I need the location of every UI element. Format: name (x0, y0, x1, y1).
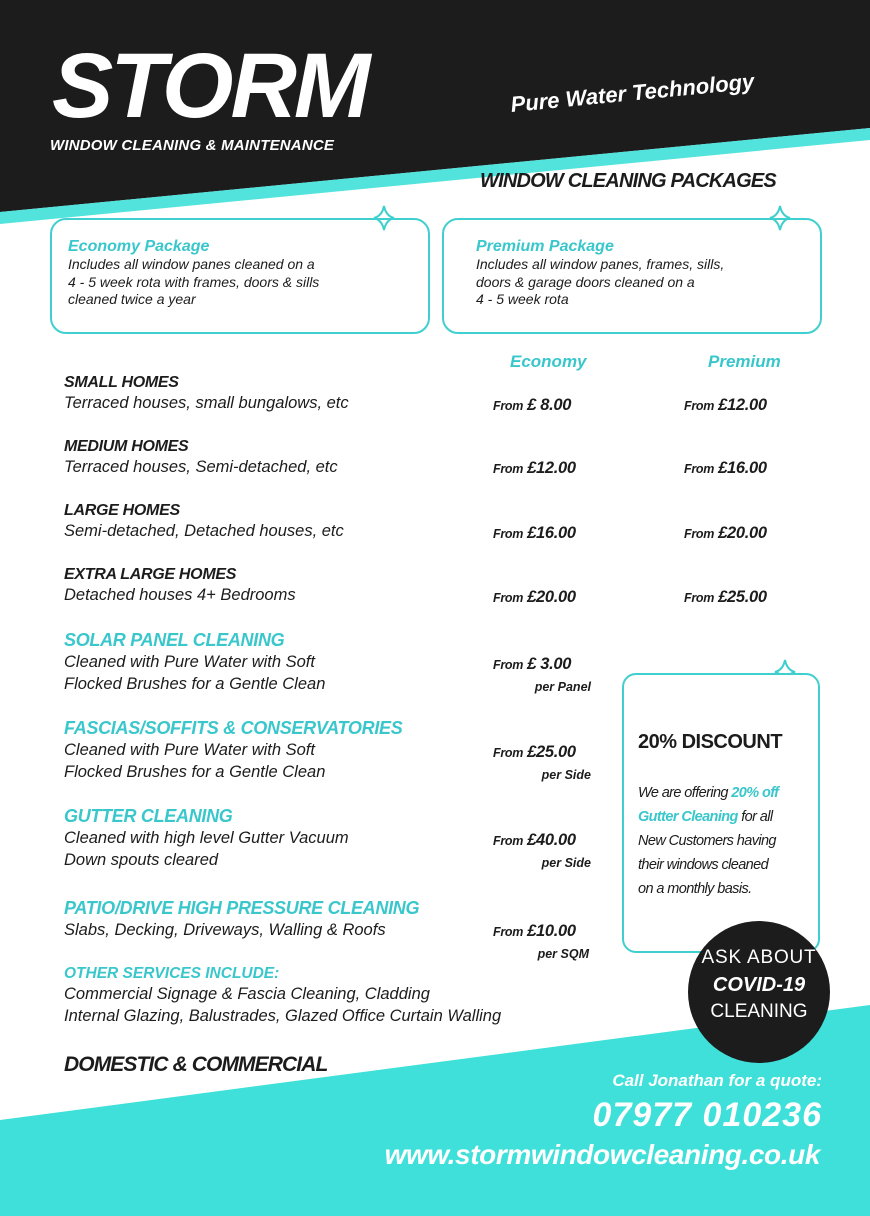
logo-o-swirl: O (161, 35, 231, 137)
package-title: Economy Package (68, 238, 210, 255)
package-line: Includes all window panes, frames, sills, (476, 256, 725, 273)
phone-number[interactable]: 07977 010236 (592, 1096, 822, 1134)
discount-text: We are offering 20% off Gutter Cleaning for all New Customers having their windows cleaned on a monthly basis. (638, 785, 779, 897)
packages-title: WINDOW CLEANING PACKAGES (480, 170, 776, 192)
service-title: SOLAR PANEL CLEANING (64, 630, 285, 650)
discount-box (622, 673, 820, 953)
home-desc: Semi-detached, Detached houses, etc (64, 522, 344, 540)
service-desc: Flocked Brushes for a Gentle Clean (64, 675, 326, 693)
service-price: From £10.00 (493, 922, 576, 940)
premium-price: From £16.00 (684, 459, 767, 477)
home-title: EXTRA LARGE HOMES (64, 566, 237, 583)
package-line: doors & garage doors cleaned on a (476, 273, 695, 290)
home-desc: Detached houses 4+ Bedrooms (64, 586, 296, 604)
home-desc: Terraced houses, small bungalows, etc (64, 394, 349, 412)
call-prompt: Call Jonathan for a quote: (612, 1071, 822, 1090)
service-price: From £25.00 (493, 743, 576, 761)
domestic-commercial-heading: DOMESTIC & COMMERCIAL (64, 1053, 328, 1076)
service-row (64, 898, 419, 941)
service-desc: Down spouts cleared (64, 851, 219, 869)
service-desc: Slabs, Decking, Driveways, Walling & Roofs (64, 921, 386, 939)
website-link[interactable]: www.stormwindowcleaning.co.uk (384, 1139, 820, 1170)
economy-price: From £16.00 (493, 524, 576, 542)
service-title: PATIO/DRIVE HIGH PRESSURE CLEANING (64, 898, 420, 918)
economy-price: From £12.00 (493, 459, 576, 477)
service-title: FASCIAS/SOFFITS & CONSERVATORIES (64, 718, 403, 738)
home-row (64, 566, 296, 606)
premium-package-box (442, 218, 822, 334)
discount-title: 20% DISCOUNT (638, 731, 783, 753)
package-line: 4 - 5 week rota with frames, doors & sills (68, 273, 320, 290)
home-title: LARGE HOMES (64, 502, 180, 519)
service-desc: Flocked Brushes for a Gentle Clean (64, 763, 326, 781)
home-row (64, 374, 349, 414)
package-title: Premium Package (476, 238, 614, 255)
package-line: Includes all window panes cleaned on a (68, 256, 315, 273)
other-services-title: OTHER SERVICES INCLUDE: (64, 965, 280, 982)
column-header-economy: Economy (510, 352, 587, 371)
service-price: From £40.00 (493, 831, 576, 849)
economy-price: From £20.00 (493, 588, 576, 606)
premium-price: From £12.00 (684, 396, 767, 414)
covid-line: CLEANING (710, 1001, 808, 1022)
home-title: MEDIUM HOMES (64, 438, 189, 455)
service-title: GUTTER CLEANING (64, 806, 233, 826)
premium-price: From £20.00 (684, 524, 767, 542)
brand-subtitle: WINDOW CLEANING & MAINTENANCE (50, 137, 335, 154)
brand-logo: STORM (52, 35, 368, 137)
service-desc: Cleaned with high level Gutter Vacuum (64, 829, 349, 847)
service-row (64, 806, 349, 871)
home-row (64, 438, 338, 478)
covid-line: ASK ABOUT (701, 947, 817, 968)
service-row (64, 718, 402, 783)
economy-price: From £ 8.00 (493, 396, 572, 414)
package-line: cleaned twice a year (68, 291, 196, 308)
service-desc: Cleaned with Pure Water with Soft (64, 741, 315, 759)
premium-price: From £25.00 (684, 588, 767, 606)
economy-package-box (50, 218, 430, 334)
service-desc: Cleaned with Pure Water with Soft (64, 653, 315, 671)
home-desc: Terraced houses, Semi-detached, etc (64, 458, 338, 476)
service-row (64, 630, 325, 695)
service-unit: per Side (541, 856, 591, 870)
service-unit: per Panel (534, 680, 591, 694)
brand-tagline: Pure Water Technology (509, 68, 756, 118)
covid-badge (688, 921, 830, 1063)
other-services-line: Commercial Signage & Fascia Cleaning, Cladding (64, 985, 430, 1003)
package-line: 4 - 5 week rota (476, 291, 569, 308)
service-unit: per SQM (537, 947, 589, 961)
column-header-premium: Premium (708, 352, 781, 371)
home-row (64, 502, 344, 542)
covid-line: COVID-19 (712, 974, 806, 996)
other-services-line: Internal Glazing, Balustrades, Glazed Office Curtain Walling (64, 1007, 502, 1025)
service-unit: per Side (541, 768, 591, 782)
home-title: SMALL HOMES (64, 374, 179, 391)
other-services (64, 965, 501, 1027)
service-price: From £ 3.00 (493, 655, 572, 673)
